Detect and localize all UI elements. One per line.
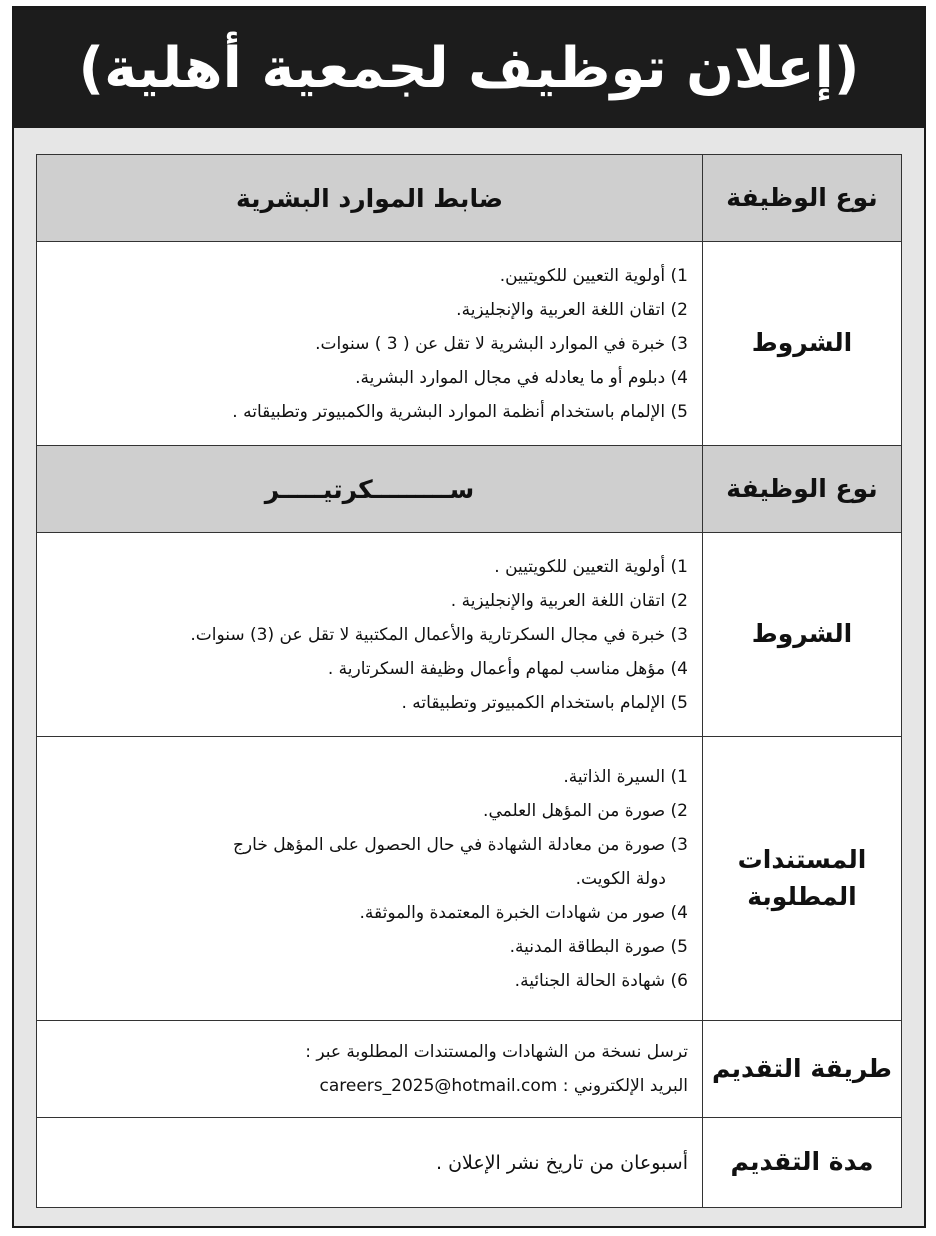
list-item: 3) خبرة في مجال السكرتارية والأعمال المكتبية لا تقل عن (3) سنوات. xyxy=(190,624,688,645)
job1-type-label: نوع الوظيفة xyxy=(703,155,902,242)
job2-type-value: ســـــــــكرتيـــــر xyxy=(37,446,703,533)
header-banner xyxy=(14,8,924,128)
application-method-label: طريقة التقديم xyxy=(703,1021,902,1118)
list-item: 3) خبرة في الموارد البشرية لا تقل عن ( 3 ) سنوات. xyxy=(315,333,688,354)
documents-label: المستندات المطلوبة xyxy=(703,737,902,1021)
list-item: 5) صورة البطاقة المدنية. xyxy=(509,936,688,957)
job-table xyxy=(36,154,902,1208)
job2-type-row xyxy=(37,446,902,533)
list-item: 4) دبلوم أو ما يعادله في مجال الموارد البشرية. xyxy=(355,367,688,388)
list-item: 2) اتقان اللغة العربية والإنجليزية. xyxy=(456,299,688,320)
job1-conditions-label: الشروط xyxy=(703,242,902,446)
list-item: 2) اتقان اللغة العربية والإنجليزية . xyxy=(450,590,688,611)
job2-conditions-list xyxy=(37,533,703,737)
job1-conditions-row xyxy=(37,242,902,446)
job2-conditions-row xyxy=(37,533,902,737)
list-item: 1) السيرة الذاتية. xyxy=(563,766,688,787)
list-item: 2) صورة من المؤهل العلمي. xyxy=(483,800,688,821)
documents-list xyxy=(37,737,703,1021)
list-item: 5) الإلمام باستخدام الكمبيوتر وتطبيقاته . xyxy=(401,692,688,713)
application-period-label: مدة التقديم xyxy=(703,1118,902,1208)
job2-conditions-label: الشروط xyxy=(703,533,902,737)
application-method-row xyxy=(37,1021,902,1118)
documents-row xyxy=(37,737,902,1021)
list-item: 5) الإلمام باستخدام أنظمة الموارد البشرية والكمبيوتر وتطبيقاته . xyxy=(232,401,688,422)
list-item: 1) أولوية التعيين للكويتيين. xyxy=(499,265,688,286)
email-line xyxy=(47,1069,688,1103)
application-method-text xyxy=(37,1021,703,1118)
advertisement-frame xyxy=(12,6,926,1228)
job2-type-label: نوع الوظيفة xyxy=(703,446,902,533)
list-item: 6) شهادة الحالة الجنائية. xyxy=(514,970,688,991)
application-period-row xyxy=(37,1118,902,1208)
application-method-line: ترسل نسخة من الشهادات والمستندات المطلوبة عبر : xyxy=(305,1042,688,1062)
job1-type-row xyxy=(37,155,902,242)
email-label: البريد الإلكتروني : xyxy=(562,1076,688,1096)
ad-title: (إعلان توظيف لجمعية أهلية) xyxy=(78,35,860,101)
list-item: دولة الكويت. xyxy=(575,868,666,889)
job1-type-value: ضابط الموارد البشرية xyxy=(37,155,703,242)
list-item: 3) صورة من معادلة الشهادة في حال الحصول على المؤهل خارج xyxy=(232,834,688,855)
list-item: 1) أولوية التعيين للكويتيين . xyxy=(494,556,688,577)
job1-conditions-list xyxy=(37,242,703,446)
application-period-value: أسبوعان من تاريخ نشر الإعلان . xyxy=(37,1118,703,1208)
list-item: 4) صور من شهادات الخبرة المعتمدة والموثقة. xyxy=(359,902,688,923)
list-item: 4) مؤهل مناسب لمهام وأعمال وظيفة السكرتارية . xyxy=(327,658,688,679)
email-address: careers_2025@hotmail.com xyxy=(319,1076,558,1096)
